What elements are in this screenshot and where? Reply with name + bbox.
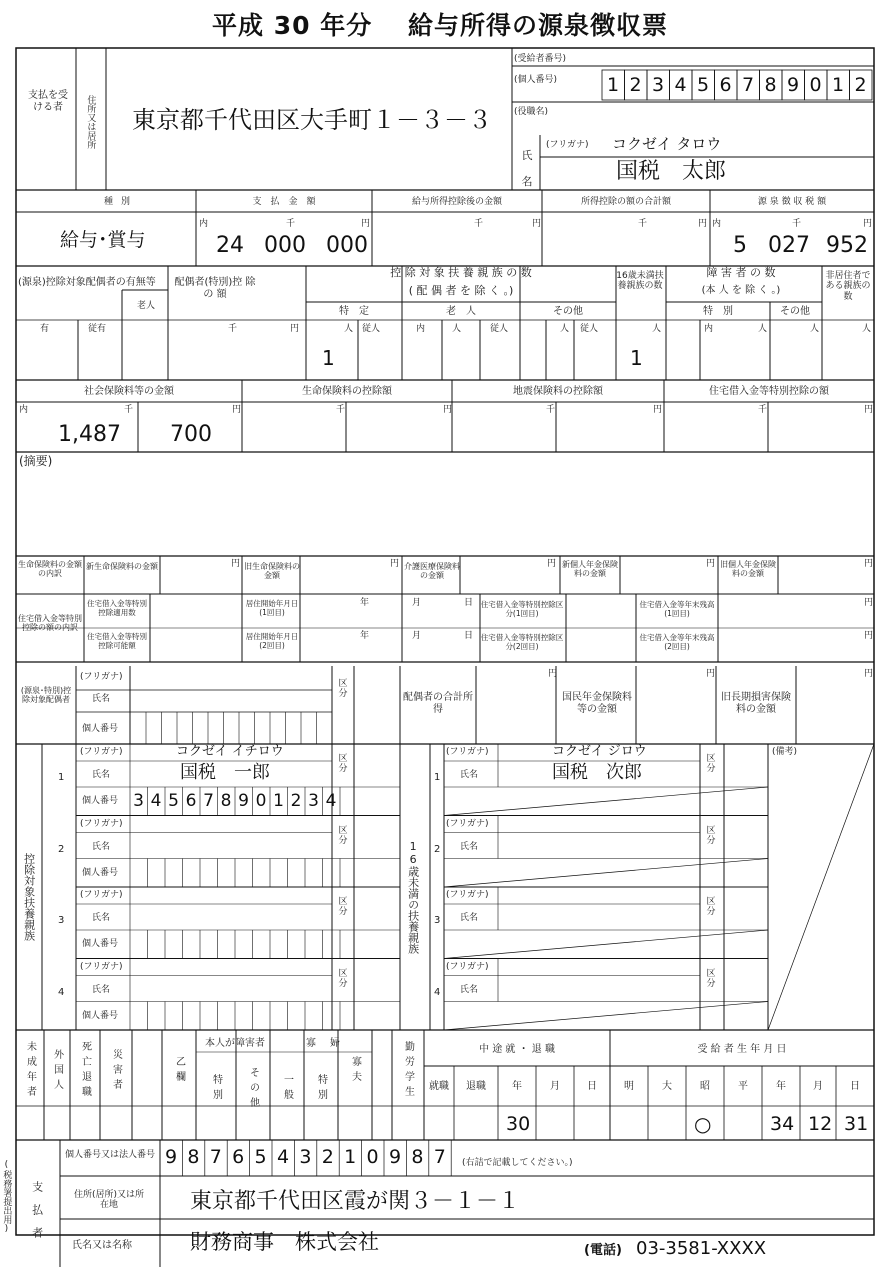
spouse-number-label: 個人番号 [82,724,119,734]
dependent-name: 国税 一郎 [180,762,270,783]
old-life-en: 円 [390,559,400,569]
rojin-jukyo: 従人 [490,324,509,334]
dependent-number-label: 個人番号 [82,796,119,806]
dependent-name-label: 氏名 [92,984,111,995]
payer-number-digit: 2 [321,1146,334,1168]
unit-sen-3: 千 [638,219,648,229]
dependent-no: 3 [58,915,65,926]
payer-side-label: 支払者 [30,1180,44,1250]
payer-name-label: 氏名又は名称 [72,1240,132,1251]
dependent-number-label: 個人番号 [82,939,119,949]
payer-number-digit: 0 [366,1146,379,1168]
dependent-number-label: 個人番号 [82,867,119,878]
under16-furigana-label: (フリガナ) [446,747,489,757]
recipient-address-label: 住所又は居所 [85,95,96,149]
tax-man: 5 [733,233,747,258]
new-life-en: 円 [231,559,241,569]
under16-no: 4 [434,986,441,998]
widow-label: 寡婦 [306,1038,354,1049]
disabled-self-label: 本人が障害者 [205,1038,265,1049]
recipient-number-digit: 9 [786,74,800,96]
status-header: 死亡退職 [79,1041,91,1101]
under16-no: 1 [434,772,441,783]
ins-sen-4: 千 [758,405,768,415]
payer-number-digit: 9 [164,1146,178,1168]
payer-number-digit: 4 [276,1146,290,1168]
payer-number-digit: 7 [433,1146,446,1168]
sonota-label: その他 [553,306,583,317]
payer-phone-label: (電話) [584,1243,622,1258]
ins-sen-3: 千 [546,405,556,415]
dependent-kubun: 区分 [338,825,348,846]
dependent-number-digit: 0 [255,791,267,811]
move-in-1-tsuki: 月 [412,598,422,608]
tokutei-nin: 人 [344,324,354,334]
recipient-number-digit: 8 [764,74,777,96]
balance-1-label: 住宅借入金等年末残高(1回目) [639,600,715,618]
social-insurance-thousand: 1,487 [58,422,121,447]
recipient-furigana: コクゼイ タロウ [612,135,722,153]
ins-quake-header: 地震保険料の控除額 [513,386,603,397]
birth-col: 昭 [700,1081,710,1092]
spouse-kubun: 区分 [338,679,348,700]
recipient-number-digit: 1 [831,74,845,96]
status-header: 特別 [315,1074,327,1104]
payment-man: 24 [216,233,244,258]
move-in-2-label: 居住開始年月日(2回目) [245,632,299,650]
unit-uchi-2: 内 [712,219,722,229]
dependent-furigana-label: (フリガナ) [80,961,123,972]
under16-kubun: 区分 [706,968,716,989]
old-long-term-label: 旧長期損害保険料の金額 [721,692,791,715]
birth-col: 年 [776,1081,786,1092]
unit-en: 円 [361,219,371,229]
spouse-name-label: 氏名 [92,694,111,704]
payer-number-digit: 8 [411,1146,424,1168]
unit-sen-2: 千 [474,219,484,229]
recipient-number-digit: 3 [651,74,665,96]
spouse-deduction-header: 配偶者(特別)控 除 の 額 [174,277,256,300]
under16-name-label: 氏名 [460,913,479,923]
form-title: 平成 30 年分 給与所得の源泉徴収票 [212,11,668,40]
new-pension-en: 円 [706,559,716,569]
balance-2-label: 住宅借入金等年末残高(2回目) [639,633,715,651]
grid-line [444,930,768,959]
payer-number-digit: 8 [187,1146,200,1168]
move-in-1-hi: 日 [464,598,474,608]
ins-en-4: 円 [864,405,874,415]
under16-furigana-label: (フリガナ) [446,890,489,900]
midway-col: 月 [550,1081,560,1092]
balance-1-en: 円 [864,598,874,608]
birth-header: 受 給 者 生 年 月 日 [697,1044,787,1055]
dependent-kubun: 区分 [338,897,348,918]
ins-en-2: 円 [443,405,453,415]
under16-side-label: 16歳未満の扶養親族 [406,840,420,954]
dependent-number-digit: 1 [273,791,284,811]
ins-social-header: 社会保険料等の金額 [84,386,174,397]
balance-2-en: 円 [864,631,874,641]
payer-name: 財務商事 株式会社 [190,1230,379,1254]
under16-furigana: コクゼイ ジロウ [552,744,647,759]
dependent-furigana: コクゼイ イチロウ [176,744,284,759]
disabled-nin-2: 人 [810,324,820,334]
under16-furigana-label: (フリガナ) [446,961,489,972]
ins-en-3: 円 [653,405,663,415]
dependent-number-digit: 7 [203,791,214,811]
status-header: 勤労学生 [402,1041,414,1101]
recipient-number-digit: 5 [696,74,710,96]
ins-life-header: 生命保険料の控除額 [302,386,392,397]
payer-number-note: (右詰で記載してください。) [462,1158,573,1168]
midway-col: 年 [512,1081,522,1092]
recipient-name: 国税 太郎 [616,159,727,184]
recipient-number-digit: 6 [719,74,732,96]
div-1-label: 住宅借入金等特別控除区分(1回目) [480,600,564,618]
grid-line [444,787,768,816]
spouse-ded-en: 円 [290,324,300,334]
social-insurance-yen: 700 [170,422,212,447]
remarks-label: (摘要) [19,454,53,468]
recipient-furigana-label: (フリガナ) [546,140,589,150]
dependent-kubun: 区分 [338,968,348,989]
kind-label: 種別 [104,197,139,207]
header-payment: 支 払 金 額 [252,197,316,207]
housing-possible-label: 住宅借入金等特別控除可能額 [87,632,147,650]
payer-number-digit: 9 [388,1146,402,1168]
under16-nin: 人 [652,324,662,334]
under16-name-label: 氏名 [460,984,479,995]
disabled-sonota: その他 [780,306,810,317]
spouse-total-income: 配偶者の合計所得 [403,692,473,715]
under16-no: 3 [434,915,441,926]
tax-thousand: 027 [768,233,810,258]
under16-name: 国税 次郎 [552,762,642,783]
dependent-number-label: 個人番号 [82,1010,119,1021]
housing-applicable-label: 住宅借入金等特別控除適用数 [87,599,147,617]
spouse-total-en: 円 [548,669,558,679]
payer-number-digit: 6 [232,1146,245,1168]
grid-line [768,744,874,1030]
national-pension-label: 国民年金保険料等の金額 [562,692,632,715]
header-after-deduction: 給与所得控除後の金額 [411,197,502,207]
non-resident-header: 非居住者である親族の数 [825,271,871,302]
personal-number-label: (個人番号) [514,75,558,85]
under16-kubun: 区分 [706,754,716,775]
under16-furigana-label: (フリガナ) [446,818,489,829]
header-withholding-tax: 源 泉 徴 収 税 額 [757,197,827,207]
old-pension-label: 旧個人年金保険料の金額 [720,560,776,579]
position-label: (役職名) [514,107,549,117]
bikou-label: (備考) [772,747,798,757]
sonota-nin: 人 [560,324,570,334]
midway-col: 就職 [429,1081,449,1092]
under16-no: 2 [434,843,441,855]
payment-thousand: 000 [264,233,306,258]
dependent-number-digit: 6 [185,791,197,811]
dependent-furigana-label: (フリガナ) [80,818,123,829]
disabled-tokubetsu: 特 別 [703,306,733,317]
disabled-header: 障 害 者 の 数 [706,266,776,279]
national-pension-en: 円 [706,669,716,679]
status-header: 未成年者 [24,1041,36,1101]
under16-count: 1 [630,346,643,370]
unit-en-3: 円 [698,219,708,229]
payer-number-digit: 7 [209,1146,222,1168]
recipient-number-digit: 2 [854,74,867,96]
birth-year: 34 [770,1113,795,1135]
birth-col: 日 [850,1081,860,1092]
move-in-2-hi: 日 [464,631,474,641]
unit-sen-4: 千 [792,219,802,229]
birth-col: 平 [738,1081,748,1092]
old-life-label: 旧生命保険料の金額 [244,562,300,581]
grid-line [444,1002,768,1031]
recipient-side-label: 支払を受ける者 [28,90,68,113]
tax-office-label: (税務署提出用) [1,1160,12,1234]
ins-sen-2: 千 [336,405,346,415]
recipient-address: 東京都千代田区大手町１－３－３ [132,106,492,134]
status-header: その他 [247,1066,259,1112]
dependents-side-label: 控除対象扶養親族 [22,853,36,941]
dependent-number-digit: 9 [238,791,249,811]
under16-kubun: 区分 [706,897,716,918]
status-header: 災害者 [110,1048,122,1094]
ins-sen: 千 [124,405,134,415]
amount-kind: 給与･賞与 [60,229,146,251]
dependent-name-label: 氏名 [92,913,111,923]
spouse-ded-sen: 千 [228,324,238,334]
payer-number-label: 個人番号又は法人番号 [64,1150,155,1160]
div-2-label: 住宅借入金等特別控除区分(2回目) [480,633,564,651]
birth-col: 明 [624,1081,634,1092]
move-in-1-label: 居住開始年月日(1回目) [245,599,299,617]
status-header: 一般 [281,1074,293,1104]
disabled-nin: 人 [758,324,768,334]
spouse-jukyo: 従有 [88,324,107,334]
recipient-name-label: 氏名 [521,149,533,188]
dependent-number-digit: 4 [150,791,162,811]
under16-name-label: 氏名 [460,770,479,780]
unit-uchi: 内 [199,219,209,229]
life-breakdown-label: 生命保険料の金額の内訳 [18,560,82,579]
count-header: 控 除 対 象 扶 養 親 族 の 数 [390,266,532,279]
dependent-number-digit: 8 [220,791,232,811]
dependent-number-digit: 3 [133,791,144,811]
receiver-number-label: (受給者番号) [514,54,567,64]
tax-yen: 952 [826,233,868,258]
status-header: 寡夫 [349,1056,361,1086]
recipient-number-digit: 0 [809,74,822,96]
spouse-header: (源泉)控除対象配偶者の有無等 [18,277,156,288]
new-life-label: 新生命保険料の金額 [86,562,158,571]
dependent-kubun: 区分 [338,754,348,775]
spouse-furigana-label: (フリガナ) [80,672,123,682]
birth-col: 大 [662,1081,672,1092]
recipient-number-digit: 4 [674,74,687,96]
grid-line [444,859,768,888]
non-resident-nin: 人 [862,324,872,334]
recipient-number-digit: 2 [629,74,642,96]
ins-housing-header: 住宅借入金等特別控除の額 [709,386,829,397]
tokutei-count: 1 [322,346,335,370]
payer-number-digit: 1 [344,1146,357,1168]
dependent-no: 1 [58,772,65,783]
unit-en-2: 円 [532,219,542,229]
payer-number-digit: 5 [254,1146,267,1168]
move-in-1-nen: 年 [360,598,370,608]
unit-sen: 千 [286,219,296,229]
move-in-2-tsuki: 月 [412,631,422,641]
ins-en: 円 [232,405,242,415]
dependent-name-label: 氏名 [92,841,111,852]
dependent-number-digit: 2 [290,791,302,811]
tokutei-label: 特 定 [339,306,369,317]
spouse-old: 老人 [136,301,155,311]
birth-day: 31 [844,1113,869,1135]
dependent-number-digit: 4 [325,791,337,811]
birth-month: 12 [808,1113,833,1135]
spouse-block-label: (源泉･特別)控除対象配偶者 [20,686,72,705]
status-header: 特別 [210,1074,222,1104]
status-header: 乙欄 [173,1056,185,1086]
payer-address: 東京都千代田区霞が関３－１－１ [190,1189,521,1214]
birth-col: 月 [813,1081,823,1092]
midway-header: 中 途 就 ・ 退 職 [479,1044,555,1055]
disabled-sub: (本 人 を 除 く 。) [701,285,781,296]
rojin-nin: 人 [452,324,462,334]
new-pension-label: 新個人年金保険料の金額 [562,560,618,579]
under16-header: 16歳未満扶養親族の数 [616,271,664,292]
dependent-no: 4 [58,986,65,998]
sonota-jukyo: 従人 [580,324,599,334]
status-header: 外国人 [51,1048,63,1094]
dependent-furigana-label: (フリガナ) [80,890,123,900]
unit-en-4: 円 [863,219,873,229]
care-en: 円 [547,559,557,569]
disabled-uchi: 内 [704,324,714,334]
dependent-name-label: 氏名 [92,770,111,780]
dependent-furigana-label: (フリガナ) [80,747,123,757]
recipient-number-digit: 1 [606,74,620,96]
housing-breakdown-label: 住宅借入金等特別控除の額の内訳 [18,614,82,633]
care-label: 介護医療保険料の金額 [404,562,460,581]
midway-col: 退職 [466,1081,486,1092]
old-pension-en: 円 [864,559,874,569]
birth-era-mark: ○ [694,1112,712,1136]
spouse-yes: 有 [40,324,50,334]
under16-name-label: 氏名 [460,841,479,852]
payment-yen: 000 [326,233,368,258]
header-deduction-total: 所得控除の額の合計額 [580,197,671,207]
rojin-uchi: 内 [416,324,426,334]
under16-kubun: 区分 [706,825,716,846]
dependent-number-digit: 5 [168,791,179,811]
payer-phone: 03-3581-XXXX [636,1238,767,1259]
move-in-2-nen: 年 [360,631,370,641]
rojin-label: 老 人 [446,306,476,317]
midway-col: 日 [587,1081,597,1092]
tokutei-jukyo: 従人 [362,324,381,334]
dependent-no: 2 [58,843,65,855]
recipient-number-digit: 7 [741,74,755,96]
ins-uchi: 内 [19,405,29,415]
payer-address-label: 住所(居所)又は所在地 [73,1190,145,1211]
old-long-term-en: 円 [864,669,874,679]
count-sub: ( 配 偶 者 を 除 く 。) [408,284,514,297]
dependent-number-digit: 3 [308,791,319,811]
midway-year: 30 [506,1113,531,1135]
payer-number-digit: 3 [299,1146,312,1168]
